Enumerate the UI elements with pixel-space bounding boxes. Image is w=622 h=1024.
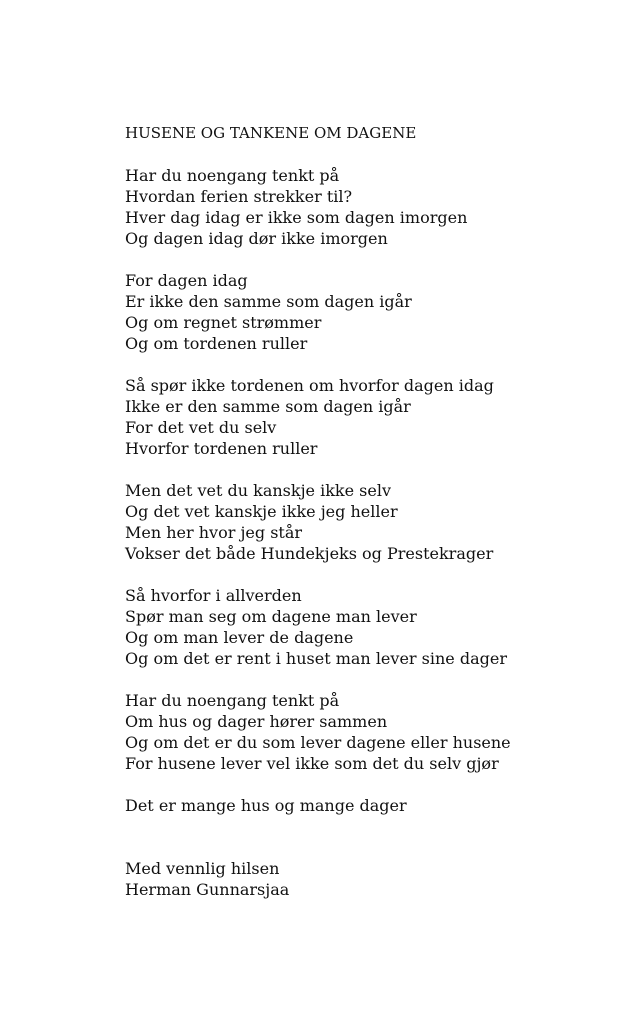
poem-line: Er ikke den samme som dagen igår (125, 292, 412, 311)
stanza-1 (125, 165, 605, 249)
poem-line: Men her hvor jeg står (125, 523, 303, 542)
poem-line: Og dagen idag dør ikke imorgen (125, 229, 388, 248)
poem-line: Men det vet du kanskje ikke selv (125, 481, 391, 500)
poem-line: Og om det er rent i huset man lever sine dager (125, 649, 507, 668)
poem-line: Spør man seg om dagene man lever (125, 607, 417, 626)
poem-line: Og om regnet strømmer (125, 313, 322, 332)
stanza-5 (125, 585, 605, 669)
poem-line: Hvorfor tordenen ruller (125, 439, 318, 458)
poem-line: Og det vet kanskje ikke jeg heller (125, 502, 398, 521)
closing (125, 858, 605, 900)
poem-line: Og om man lever de dagene (125, 628, 354, 647)
poem-line: Det er mange hus og mange dager (125, 796, 407, 815)
poem-line: For dagen idag (125, 271, 248, 290)
stanza-3 (125, 375, 605, 459)
poem-line: Ikke er den samme som dagen igår (125, 397, 411, 416)
stanza-2 (125, 270, 605, 354)
poem-line: Om hus og dager hører sammen (125, 712, 388, 731)
poem-line: Og om tordenen ruller (125, 334, 308, 353)
closing-greeting: Med vennlig hilsen (125, 859, 280, 878)
poem-line: Hvordan ferien strekker til? (125, 187, 353, 206)
poem-line: Har du noengang tenkt på (125, 166, 340, 185)
poem-line: Så spør ikke tordenen om hvorfor dagen idag (125, 376, 494, 395)
poem-body (125, 123, 605, 900)
poem-line: Hver dag idag er ikke som dagen imorgen (125, 208, 468, 227)
poem-line: Så hvorfor i allverden (125, 586, 302, 605)
stanza-7 (125, 795, 605, 816)
poem-title: HUSENE OG TANKENE OM DAGENE (125, 124, 417, 142)
stanza-6 (125, 690, 605, 774)
poem-line: For det vet du selv (125, 418, 277, 437)
poem-line: Og om det er du som lever dagene eller husene (125, 733, 511, 752)
author-signature: Herman Gunnarsjaa (125, 880, 290, 899)
poem-line: For husene lever vel ikke som det du selv gjør (125, 754, 499, 773)
poem-line: Har du noengang tenkt på (125, 691, 340, 710)
poem-line: Vokser det både Hundekjeks og Prestekrager (125, 544, 494, 563)
stanza-4 (125, 480, 605, 564)
